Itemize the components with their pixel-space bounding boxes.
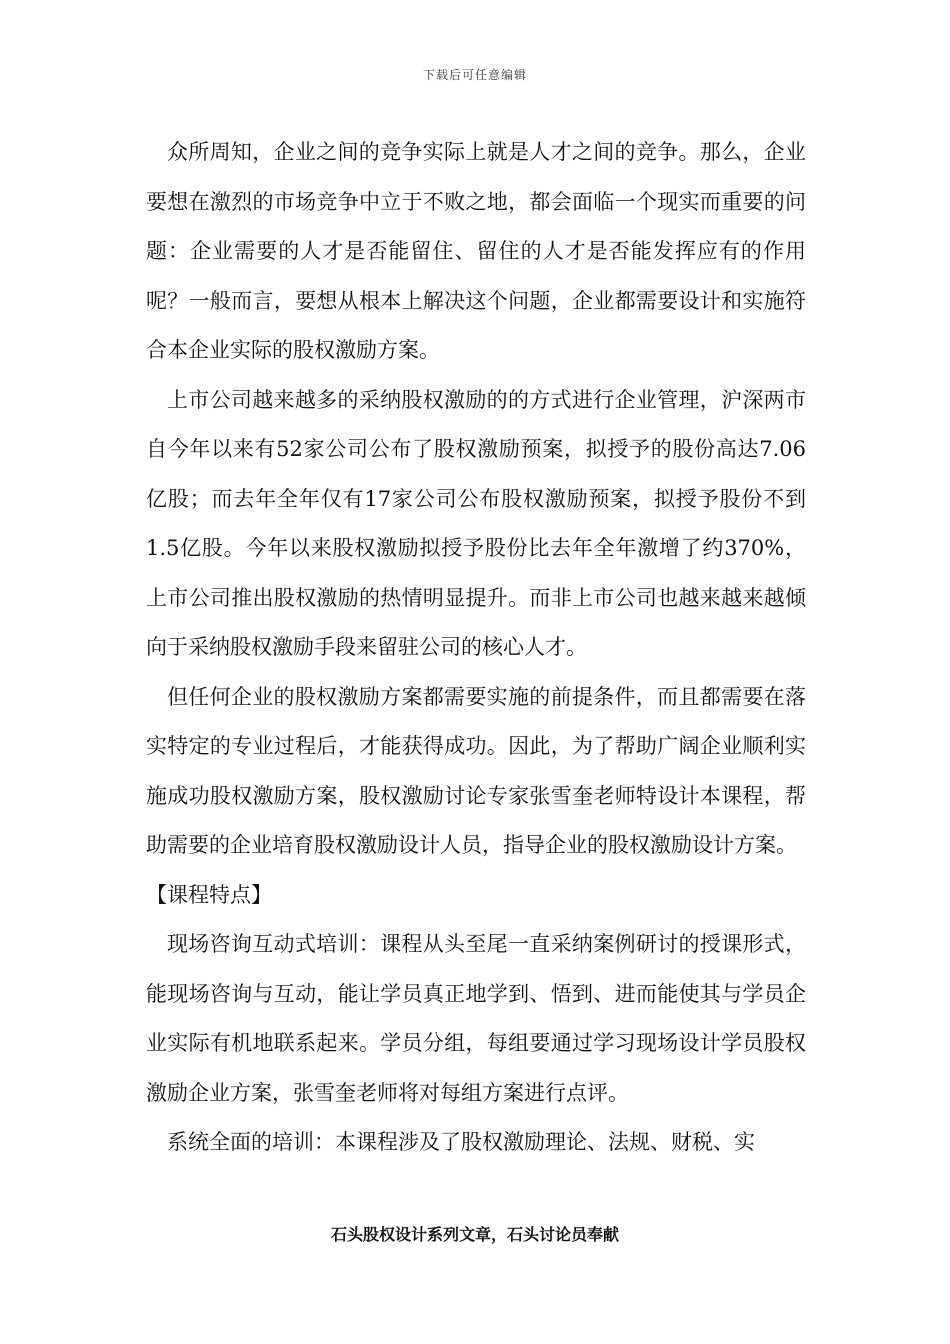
paragraph-intro: 众所周知，企业之间的竞争实际上就是人才之间的竞争。那么，企业要想在激烈的市场竞争中立于不败之地，都会面临一个现实而重要的问题：企业需要的人才是否能留住、留住的人才是否能发挥应有的作用呢？一般而言，要想从根本上解决这个问题，企业都需要设计和实施符合本企业实际的股权激励方案。 xyxy=(146,140,806,362)
paragraph-comprehensive-training: 系统全面的培训：本课程涉及了股权激励理论、法规、财税、实 xyxy=(167,1130,755,1154)
paragraph-interactive-training: 现场咨询互动式培训：课程从头至尾一直采纳案例研讨的授课形式，能现场咨询与互动，能让学员真正地学到、悟到、进而能使其与学员企业实际有机地联系起来。学员分组，每组要通过学习现场设计学员股权激励企业方案，张雪奎老师将对每组方案进行点评。 xyxy=(146,932,806,1105)
paragraph-course-purpose: 但任何企业的股权激励方案都需要实施的前提条件，而且都需要在落实特定的专业过程后，才能获得成功。因此，为了帮助广阔企业顺利实施成功股权激励方案，股权激励讨论专家张雪奎老师特设计本课程，帮助需要的企业培育股权激励设计人员，指导企业的股权激励设计方案。 xyxy=(146,684,806,857)
page-footer-note: 石头股权设计系列文章，石头讨论员奉献 xyxy=(330,1225,619,1244)
section-heading-course-features: 【课程特点】 xyxy=(146,882,272,907)
page-header-note: 下载后可任意编辑 xyxy=(422,68,527,82)
paragraph-market-stats: 上市公司越来越多的采纳股权激励的的方式进行企业管理，沪深两市自今年以来有52家公司公布了股权激励预案，拟授予的股份高达7.06亿股；而去年全年仅有17家公司公布股权激励预案，拟授予股份不到1.5亿股。今年以来股权激励拟授予股份比去年全年激增了约370%，上市公司推出股权激励的热情明显提升。而非上市公司也越来越来越倾向于采纳股权激励手段来留驻公司的核心人才。 xyxy=(146,387,806,659)
document-body xyxy=(146,128,806,1168)
